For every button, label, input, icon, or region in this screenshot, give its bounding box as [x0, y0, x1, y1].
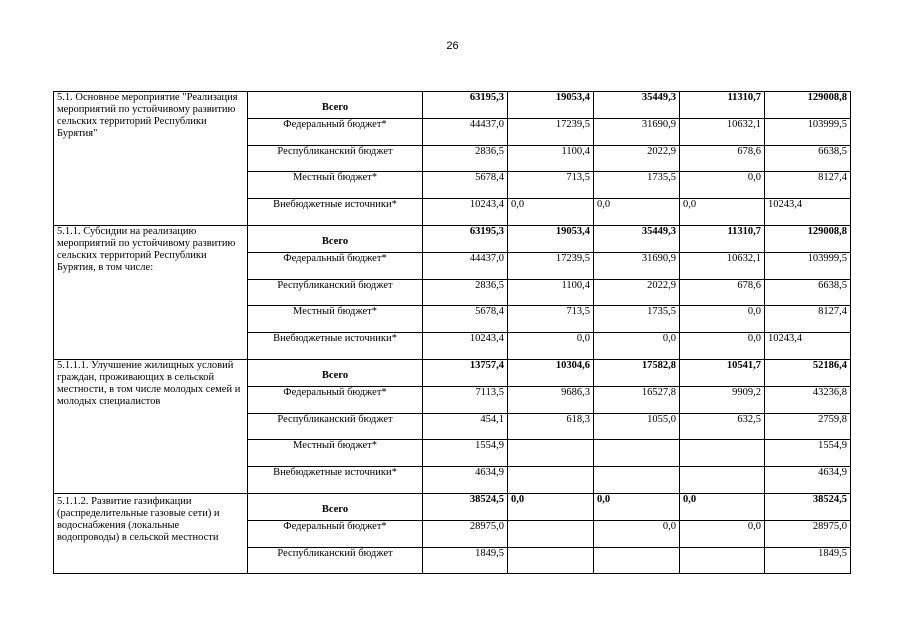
value-cell: 16527,8 — [594, 386, 680, 413]
activity-title: 5.1.1. Субсидии на реализацию мероприятий по устойчивому развитию сельских территорий Республики Бурятия, в том числе: — [54, 225, 248, 359]
value-cell: 1735,5 — [594, 306, 680, 333]
funding-source-label: Местный бюджет* — [248, 440, 423, 467]
value-cell: 0,0 — [594, 493, 680, 520]
value-cell: 28975,0 — [765, 520, 851, 547]
value-cell: 10243,4 — [423, 199, 508, 226]
value-cell: 2836,5 — [423, 279, 508, 306]
value-cell: 1055,0 — [594, 413, 680, 440]
value-cell: 678,6 — [680, 279, 765, 306]
funding-source-label: Федеральный бюджет* — [248, 118, 423, 145]
value-cell: 1100,4 — [508, 145, 594, 172]
value-cell: 31690,9 — [594, 118, 680, 145]
value-cell: 1735,5 — [594, 172, 680, 199]
funding-source-label: Республиканский бюджет — [248, 279, 423, 306]
funding-source-label: Республиканский бюджет — [248, 413, 423, 440]
value-cell: 6638,5 — [765, 279, 851, 306]
value-cell: 28975,0 — [423, 520, 508, 547]
value-cell: 19053,4 — [508, 92, 594, 119]
funding-source-label: Внебюджетные источники* — [248, 199, 423, 226]
value-cell: 5678,4 — [423, 306, 508, 333]
table-row — [54, 225, 851, 252]
value-cell — [508, 440, 594, 467]
value-cell: 632,5 — [680, 413, 765, 440]
activity-title: 5.1.1.1. Улучшение жилищных условий граждан, проживающих в сельской местности, в том числе молодых семей и молодых специалистов — [54, 359, 248, 493]
table-row — [54, 493, 851, 520]
funding-source-label: Республиканский бюджет — [248, 547, 423, 574]
value-cell: 11310,7 — [680, 225, 765, 252]
value-cell: 6638,5 — [765, 145, 851, 172]
value-cell — [508, 547, 594, 574]
value-cell — [680, 547, 765, 574]
funding-source-label: Местный бюджет* — [248, 172, 423, 199]
funding-source-label: Всего — [248, 92, 423, 119]
value-cell: 31690,9 — [594, 252, 680, 279]
value-cell: 38524,5 — [765, 493, 851, 520]
value-cell: 10243,4 — [423, 333, 508, 360]
funding-source-label: Федеральный бюджет* — [248, 386, 423, 413]
value-cell: 1554,9 — [423, 440, 508, 467]
value-cell: 0,0 — [680, 520, 765, 547]
value-cell — [594, 440, 680, 467]
value-cell: 454,1 — [423, 413, 508, 440]
value-cell: 103999,5 — [765, 252, 851, 279]
value-cell: 678,6 — [680, 145, 765, 172]
funding-source-label: Внебюджетные источники* — [248, 467, 423, 494]
value-cell: 11310,7 — [680, 92, 765, 119]
value-cell: 0,0 — [508, 493, 594, 520]
value-cell: 13757,4 — [423, 359, 508, 386]
value-cell: 713,5 — [508, 306, 594, 333]
value-cell: 2022,9 — [594, 145, 680, 172]
value-cell: 10243,4 — [765, 199, 851, 226]
value-cell — [594, 467, 680, 494]
value-cell: 0,0 — [680, 333, 765, 360]
value-cell: 10541,7 — [680, 359, 765, 386]
value-cell: 0,0 — [594, 520, 680, 547]
value-cell: 5678,4 — [423, 172, 508, 199]
value-cell: 63195,3 — [423, 225, 508, 252]
table-row — [54, 92, 851, 119]
value-cell: 103999,5 — [765, 118, 851, 145]
value-cell: 4634,9 — [765, 467, 851, 494]
value-cell: 17239,5 — [508, 118, 594, 145]
value-cell: 10304,6 — [508, 359, 594, 386]
funding-source-label: Местный бюджет* — [248, 306, 423, 333]
value-cell: 1100,4 — [508, 279, 594, 306]
value-cell: 19053,4 — [508, 225, 594, 252]
value-cell: 10632,1 — [680, 252, 765, 279]
value-cell — [680, 440, 765, 467]
activity-title: 5.1. Основное мероприятие "Реализация мероприятий по устойчивому развитию сельских территорий Республики Бурятия" — [54, 92, 248, 226]
funding-source-label: Федеральный бюджет* — [248, 520, 423, 547]
value-cell: 7113,5 — [423, 386, 508, 413]
value-cell: 17239,5 — [508, 252, 594, 279]
value-cell — [680, 467, 765, 494]
value-cell: 129008,8 — [765, 225, 851, 252]
value-cell: 8127,4 — [765, 306, 851, 333]
value-cell: 0,0 — [508, 333, 594, 360]
value-cell: 44437,0 — [423, 252, 508, 279]
value-cell: 10243,4 — [765, 333, 851, 360]
value-cell — [508, 520, 594, 547]
activity-title: 5.1.1.2. Развитие газификации (распределительные газовые сети) и водоснабжения (локальные водопроводы) в сельской местности — [54, 493, 248, 573]
table-row — [54, 359, 851, 386]
value-cell: 0,0 — [680, 493, 765, 520]
value-cell — [508, 467, 594, 494]
value-cell: 9909,2 — [680, 386, 765, 413]
value-cell: 8127,4 — [765, 172, 851, 199]
value-cell: 0,0 — [594, 199, 680, 226]
value-cell: 63195,3 — [423, 92, 508, 119]
value-cell: 52186,4 — [765, 359, 851, 386]
budget-table — [53, 91, 851, 574]
value-cell: 0,0 — [680, 172, 765, 199]
value-cell: 0,0 — [508, 199, 594, 226]
value-cell: 35449,3 — [594, 92, 680, 119]
value-cell: 0,0 — [594, 333, 680, 360]
value-cell: 0,0 — [680, 306, 765, 333]
funding-source-label: Республиканский бюджет — [248, 145, 423, 172]
funding-source-label: Федеральный бюджет* — [248, 252, 423, 279]
page-number: 26 — [446, 40, 459, 52]
value-cell: 44437,0 — [423, 118, 508, 145]
value-cell: 2836,5 — [423, 145, 508, 172]
value-cell: 129008,8 — [765, 92, 851, 119]
value-cell: 1554,9 — [765, 440, 851, 467]
funding-source-label: Всего — [248, 359, 423, 386]
value-cell: 2759,8 — [765, 413, 851, 440]
value-cell: 1849,5 — [423, 547, 508, 574]
value-cell: 618,3 — [508, 413, 594, 440]
value-cell: 4634,9 — [423, 467, 508, 494]
value-cell: 0,0 — [680, 199, 765, 226]
value-cell: 9686,3 — [508, 386, 594, 413]
value-cell: 35449,3 — [594, 225, 680, 252]
value-cell: 2022,9 — [594, 279, 680, 306]
value-cell: 38524,5 — [423, 493, 508, 520]
funding-source-label: Всего — [248, 493, 423, 520]
value-cell — [594, 547, 680, 574]
value-cell: 43236,8 — [765, 386, 851, 413]
value-cell: 1849,5 — [765, 547, 851, 574]
funding-source-label: Всего — [248, 225, 423, 252]
value-cell: 10632,1 — [680, 118, 765, 145]
budget-table-body — [54, 92, 851, 574]
funding-source-label: Внебюджетные источники* — [248, 333, 423, 360]
value-cell: 713,5 — [508, 172, 594, 199]
value-cell: 17582,8 — [594, 359, 680, 386]
